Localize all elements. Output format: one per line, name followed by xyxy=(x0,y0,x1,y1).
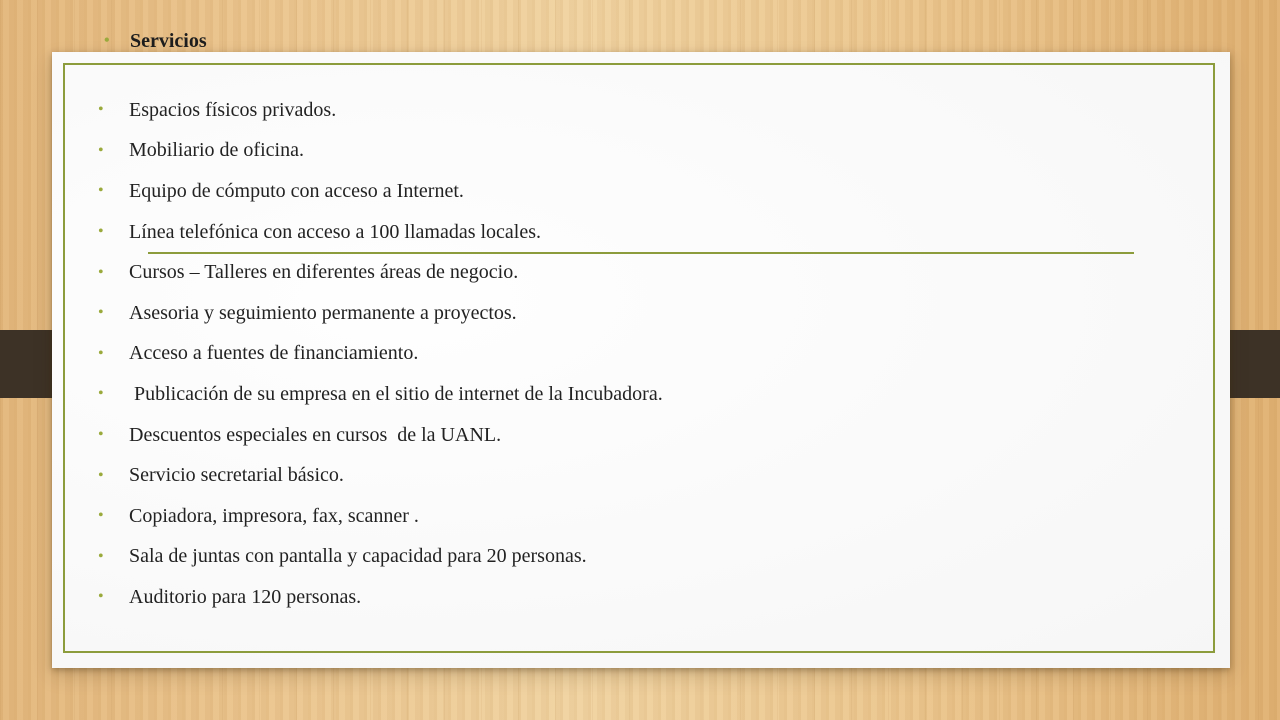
bullet-icon: • xyxy=(98,223,104,241)
list-item xyxy=(98,212,1198,253)
list-item xyxy=(98,537,1198,578)
list-item-text: Servicio secretarial básico. xyxy=(129,464,344,487)
list-item-text: Publicación de su empresa en el sitio de internet de la Incubadora. xyxy=(129,382,663,405)
list-item-text: Cursos – Talleres en diferentes áreas de negocio. xyxy=(129,261,519,284)
list-item xyxy=(98,415,1198,456)
bullet-icon: • xyxy=(98,141,104,159)
list-item-text: Línea telefónica con acceso a 100 llamadas locales. xyxy=(129,220,542,243)
list-item-text: Acceso a fuentes de financiamiento. xyxy=(129,342,419,365)
bullet-icon: • xyxy=(98,182,104,200)
slide-title xyxy=(104,28,207,54)
list-item xyxy=(98,90,1198,131)
list-item xyxy=(98,374,1198,415)
list-item-text: Espacios físicos privados. xyxy=(129,98,337,121)
bullet-icon: • xyxy=(98,547,104,565)
list-item xyxy=(98,496,1198,537)
list-item-text: Descuentos especiales en cursos de la UANL. xyxy=(129,423,502,446)
slide-title-text: Servicios xyxy=(130,29,207,52)
list-item xyxy=(98,252,1198,293)
list-item-text: Sala de juntas con pantalla y capacidad para 20 personas. xyxy=(129,545,587,568)
list-item-text: Equipo de cómputo con acceso a Internet. xyxy=(129,179,464,202)
list-item xyxy=(98,293,1198,334)
list-item xyxy=(98,334,1198,375)
bullet-icon: • xyxy=(98,466,104,484)
bullet-icon: • xyxy=(98,344,104,362)
list-item-text: Mobiliario de oficina. xyxy=(129,139,304,162)
content-panel xyxy=(52,52,1230,668)
list-item-text: Copiadora, impresora, fax, scanner . xyxy=(129,504,419,527)
list-item xyxy=(98,131,1198,172)
bullet-icon: • xyxy=(98,263,104,281)
bullet-icon: • xyxy=(98,101,104,119)
bullet-icon: • xyxy=(98,426,104,444)
bullet-icon: • xyxy=(104,32,110,49)
bullet-icon: • xyxy=(98,304,104,322)
bullet-icon: • xyxy=(98,385,104,403)
list-item-text: Auditorio para 120 personas. xyxy=(129,585,362,608)
list-item xyxy=(98,171,1198,212)
bullet-icon: • xyxy=(98,588,104,606)
list-item-text: Asesoria y seguimiento permanente a proyectos. xyxy=(129,301,517,324)
services-list xyxy=(98,90,1198,618)
list-item xyxy=(98,577,1198,618)
list-item xyxy=(98,455,1198,496)
bullet-icon: • xyxy=(98,507,104,525)
